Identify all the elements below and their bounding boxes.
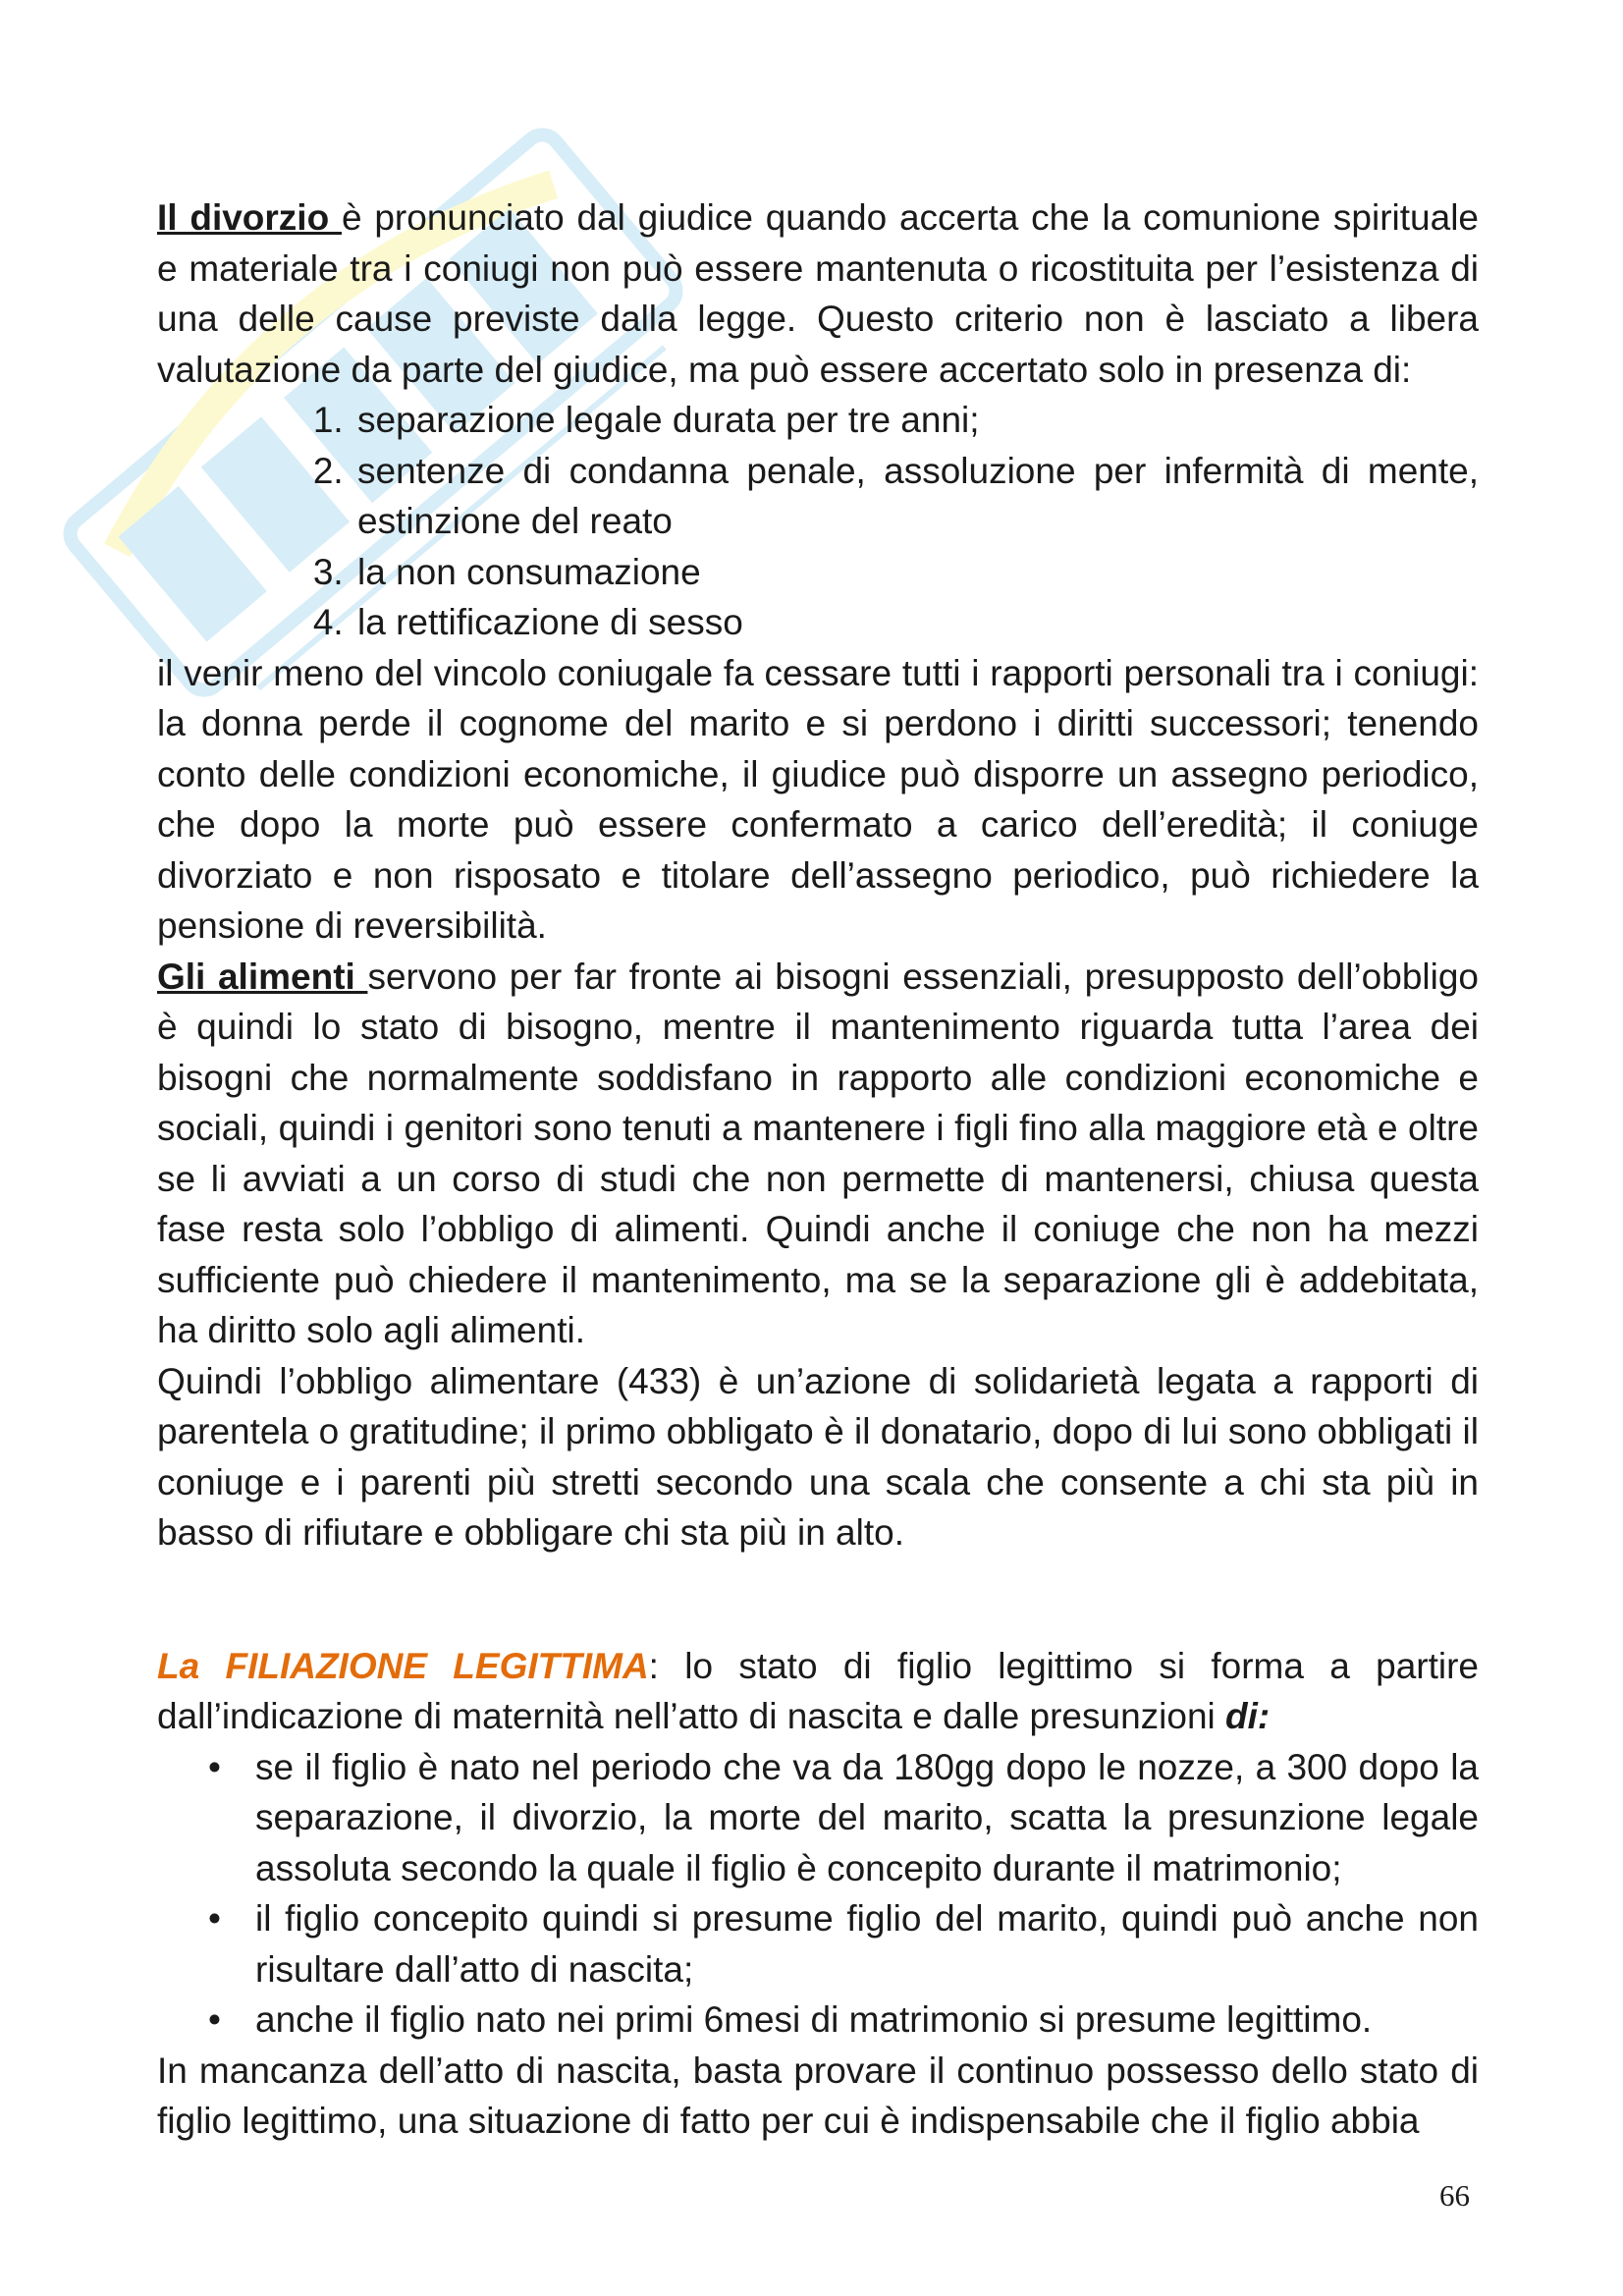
cause-item-3: 3. la non consumazione [353, 547, 1479, 598]
divorce-keyword: Il divorzio [157, 197, 342, 238]
section-intro: : lo stato di figlio legittimo si forma a partire dall’indicazione di maternità nell’atto di nascita e dalle presunzioni [157, 1645, 1479, 1736]
alimony-paragraph [157, 952, 1479, 1356]
section-emphasis: di: [1225, 1696, 1271, 1736]
divorce-paragraph [157, 192, 1479, 395]
divorce-causes-list [157, 395, 1479, 648]
section-title: La FILIAZIONE LEGITTIMA [157, 1645, 649, 1686]
presumption-item-1: • se il figlio è nato nel periodo che va da 180gg dopo le nozze, a 300 dopo la separazione, il divorzio, la morte del marito, scatta la presunzione legale assoluta secondo la quale il figlio è concepito durante il matrimonio; [255, 1742, 1479, 1894]
document-body [157, 192, 1479, 2147]
alimony-keyword: Gli alimenti [157, 956, 368, 997]
obligation-paragraph: Quindi l’obbligo alimentare (433) è un’azione di solidarietà legata a rapporti di parentela o gratitudine; il primo obbligato è il donatario, dopo di lui sono obbligati il coniuge e i parenti più stretti secondo una scala che consente a chi sta più in basso di rifiutare e obbligare chi sta più in alto. [157, 1360, 1479, 1553]
divorce-text: è pronunciato dal giudice quando accerta che la comunione spirituale e materiale tra i coniugi non può essere mantenuta o ricostituita per l’esistenza di una delle cause previste dalla legge. Questo criterio non è lasciato a libera valutazione da parte del giudice, ma può essere accertato solo in presenza di: [157, 197, 1479, 390]
filiation-paragraph [157, 1641, 1479, 1742]
presumptions-list [157, 1742, 1479, 2046]
cause-item-1: 1. separazione legale durata per tre anni; [353, 395, 1479, 446]
page-number: 66 [1439, 2178, 1470, 2213]
alimony-text: servono per far fronte ai bisogni essenziali, presupposto dell’obbligo è quindi lo stato di bisogno, mentre il mantenimento riguarda tutta l’area dei bisogni che normalmente soddisfano in rapporto alle condizioni economiche e sociali, quindi i genitori sono tenuti a mantenere i figli fino alla maggiore età e oltre se li avviati a un corso di studi che non permette di mantenersi, chiusa questa fase resta solo l’obbligo di alimenti. Quindi anche il coniuge che non ha mezzi sufficiente può chiedere il mantenimento, ma se la separazione gli è addebitata, ha diritto solo agli alimenti. [157, 956, 1480, 1350]
birth-record-paragraph: In mancanza dell’atto di nascita, basta provare il continuo possesso dello stato di figlio legittimo, una situazione di fatto per cui è indispensabile che il figlio abbia [157, 2050, 1479, 2141]
cause-item-4: 4. la rettificazione di sesso [353, 597, 1479, 648]
section-spacer [157, 1558, 1479, 1641]
presumption-item-3: • anche il figlio nato nei primi 6mesi di matrimonio si presume legittimo. [255, 1995, 1479, 2046]
effects-paragraph: il venir meno del vincolo coniugale fa cessare tutti i rapporti personali tra i coniugi: la donna perde il cognome del marito e si perdono i diritti successori; tenendo conto delle condizioni economiche, il giudice può disporre un assegno periodico, che dopo la morte può essere confermato a carico dell’eredità; il coniuge divorziato e non risposato e titolare dell’assegno periodico, può richiedere la pensione di reversibilità. [157, 652, 1479, 946]
presumption-item-2: • il figlio concepito quindi si presume figlio del marito, quindi può anche non risultare dall’atto di nascita; [255, 1893, 1479, 1995]
cause-item-2: 2. sentenze di condanna penale, assoluzione per infermità di mente, estinzione del reato [353, 446, 1479, 547]
